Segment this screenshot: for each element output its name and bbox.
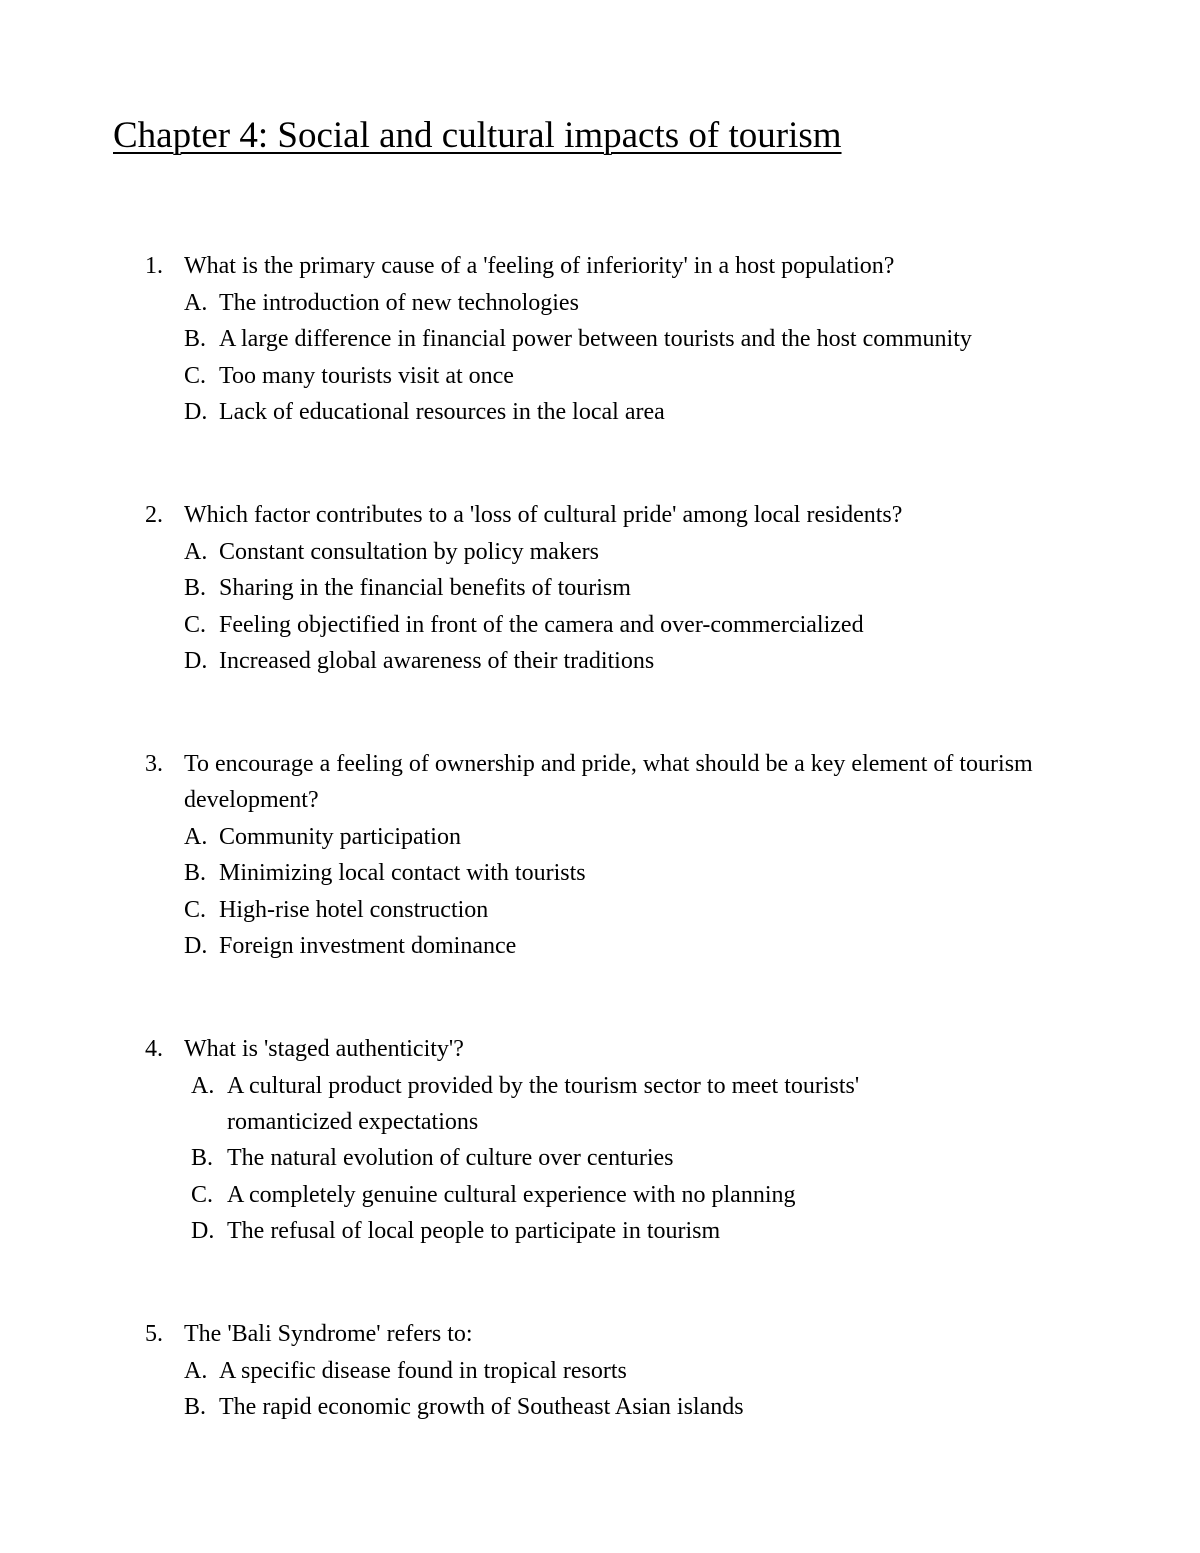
question-stem [0,746,1200,819]
option-text: Feeling objectified in front of the camera and over-commercialized [219,611,864,638]
option-a [0,819,1200,856]
option-b [0,1389,1200,1426]
question-stem [0,1031,1200,1068]
question-text: Which factor contributes to a 'loss of cultural pride' among local residents? [184,502,903,528]
option-text: Lack of educational resources in the local area [219,399,665,425]
option-letter: D. [184,399,208,425]
option-letter: A. [184,289,208,316]
option-d [0,394,1200,431]
option-letter: B. [184,326,207,352]
option-text: A specific disease found in tropical resorts [219,1357,627,1384]
question-number: 3. [145,751,163,777]
option-text: Constant consultation by policy makers [219,538,599,565]
option-text: Sharing in the financial benefits of tourism [219,575,631,601]
option-text: A completely genuine cultural experience with no planning [227,1181,796,1208]
option-letter: D. [191,1218,215,1244]
option-b [0,855,1200,892]
question-number: 1. [145,253,163,279]
option-text: Minimizing local contact with tourists [219,860,586,886]
option-d [0,643,1200,680]
option-text: Too many tourists visit at once [219,362,514,389]
option-a [0,1068,1200,1141]
option-a [0,1353,1200,1390]
option-letter: D. [184,933,208,959]
option-a [0,285,1200,322]
option-text: Foreign investment dominance [219,933,517,959]
question-number: 4. [145,1036,163,1062]
option-letter: D. [184,648,208,674]
question-4 [0,1031,1200,1250]
option-b [0,570,1200,607]
option-letter: B. [184,860,207,886]
option-letter: C. [191,1181,214,1208]
option-text: Increased global awareness of their traditions [219,648,655,674]
option-text: A cultural product provided by the tourism sector to meet tourists' romanticized expectations [227,1072,860,1135]
question-2 [0,497,1200,680]
question-3 [0,746,1200,965]
option-a [0,534,1200,571]
option-letter: A. [184,1357,208,1384]
option-letter: A. [191,1072,215,1099]
option-text: The introduction of new technologies [219,289,579,316]
question-stem [0,497,1200,534]
question-text: What is 'staged authenticity'? [184,1036,464,1062]
option-b [0,1140,1200,1177]
option-b [0,321,1200,358]
option-letter: B. [184,1394,207,1420]
option-letter: C. [184,896,207,923]
option-text: Community participation [219,823,461,850]
question-5 [0,1316,1200,1426]
option-letter: B. [191,1145,214,1171]
question-1 [0,248,1200,431]
option-c [0,358,1200,395]
option-letter: A. [184,538,208,565]
question-number: 2. [145,502,163,528]
question-text: The 'Bali Syndrome' refers to: [184,1321,473,1347]
question-text: What is the primary cause of a 'feeling of inferiority' in a host population? [184,253,895,279]
question-text: To encourage a feeling of ownership and pride, what should be a key element of tourism development? [184,751,1033,813]
option-letter: A. [184,823,208,850]
option-c [0,1177,1200,1214]
option-text: The natural evolution of culture over centuries [227,1145,674,1171]
question-stem [0,1316,1200,1353]
option-text: The rapid economic growth of Southeast Asian islands [219,1394,744,1420]
question-number: 5. [145,1321,163,1347]
option-d [0,928,1200,965]
option-c [0,892,1200,929]
option-letter: C. [184,611,207,638]
option-d [0,1213,1200,1250]
option-letter: C. [184,362,207,389]
option-letter: B. [184,575,207,601]
option-c [0,607,1200,644]
question-stem [0,248,1200,285]
option-text: A large difference in financial power between tourists and the host community [219,326,972,352]
page-title: Chapter 4: Social and cultural impacts of tourism [113,115,842,156]
option-text: The refusal of local people to participate in tourism [227,1218,721,1244]
option-text: High-rise hotel construction [219,896,489,923]
